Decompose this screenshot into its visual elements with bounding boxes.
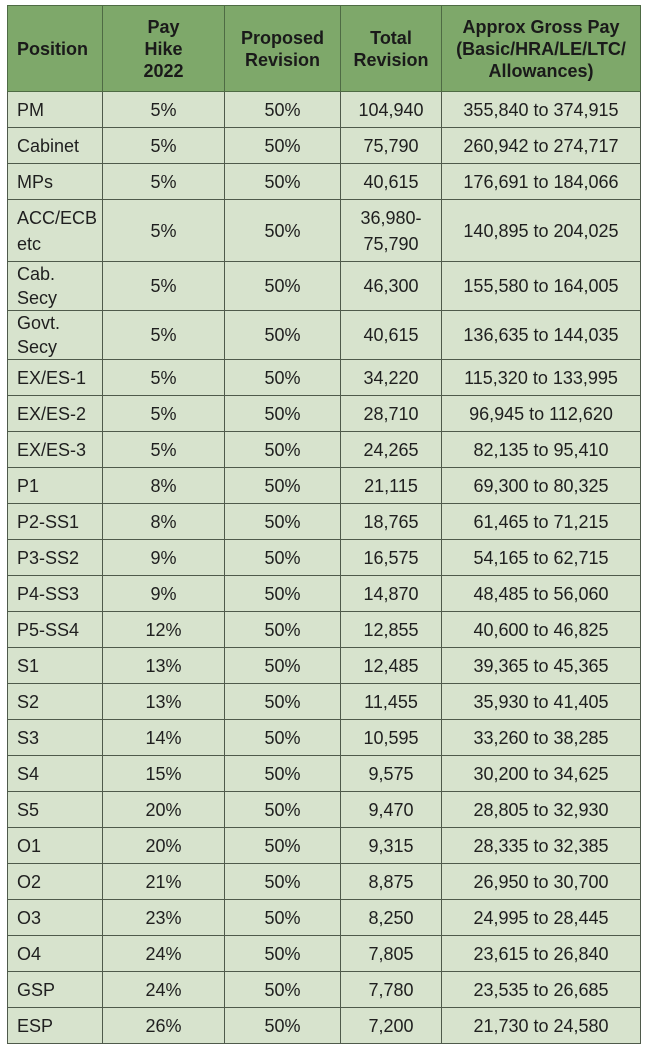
cell-proposed-revision: 50% bbox=[225, 972, 341, 1008]
cell-gross-pay: 355,840 to 374,915 bbox=[442, 92, 641, 128]
cell-position: P1 bbox=[8, 468, 103, 504]
table-row bbox=[8, 972, 641, 1008]
cell-proposed-revision: 50% bbox=[225, 720, 341, 756]
cell-total-revision: 40,615 bbox=[341, 164, 442, 200]
cell-total-revision: 104,940 bbox=[341, 92, 442, 128]
header-line: Allowances) bbox=[488, 60, 594, 81]
cell-pay-hike: 5% bbox=[103, 164, 225, 200]
table-row bbox=[8, 311, 641, 360]
cell-proposed-revision: 50% bbox=[225, 936, 341, 972]
cell-gross-pay: 21,730 to 24,580 bbox=[442, 1008, 641, 1044]
cell-gross-pay: 33,260 to 38,285 bbox=[442, 720, 641, 756]
header-line: Pay bbox=[147, 16, 180, 37]
cell-gross-pay: 26,950 to 30,700 bbox=[442, 864, 641, 900]
pay-table-container bbox=[7, 5, 640, 1044]
header-pay-hike bbox=[103, 6, 225, 92]
cell-line: 75,790 bbox=[363, 233, 419, 254]
cell-total-revision bbox=[341, 200, 442, 262]
header-line: Revision bbox=[244, 49, 321, 70]
table-row bbox=[8, 1008, 641, 1044]
cell-total-revision: 12,855 bbox=[341, 612, 442, 648]
cell-pay-hike: 5% bbox=[103, 311, 225, 360]
cell-pay-hike: 14% bbox=[103, 720, 225, 756]
header-gross-pay bbox=[442, 6, 641, 92]
table-row bbox=[8, 360, 641, 396]
cell-pay-hike: 24% bbox=[103, 972, 225, 1008]
table-row bbox=[8, 540, 641, 576]
cell-proposed-revision: 50% bbox=[225, 612, 341, 648]
table-row bbox=[8, 720, 641, 756]
cell-position: PM bbox=[8, 92, 103, 128]
header-line: Proposed bbox=[240, 27, 324, 48]
table-row bbox=[8, 396, 641, 432]
cell-pay-hike: 8% bbox=[103, 504, 225, 540]
table-row bbox=[8, 164, 641, 200]
cell-gross-pay: 48,485 to 56,060 bbox=[442, 576, 641, 612]
cell-total-revision: 9,575 bbox=[341, 756, 442, 792]
cell-position: P5-SS4 bbox=[8, 612, 103, 648]
cell-total-revision: 8,875 bbox=[341, 864, 442, 900]
header-position-label: Position bbox=[17, 38, 88, 59]
cell-gross-pay: 24,995 to 28,445 bbox=[442, 900, 641, 936]
cell-pay-hike: 5% bbox=[103, 360, 225, 396]
cell-gross-pay: 140,895 to 204,025 bbox=[442, 200, 641, 262]
cell-proposed-revision: 50% bbox=[225, 648, 341, 684]
cell-proposed-revision: 50% bbox=[225, 128, 341, 164]
cell-gross-pay: 35,930 to 41,405 bbox=[442, 684, 641, 720]
cell-proposed-revision: 50% bbox=[225, 828, 341, 864]
cell-pay-hike: 5% bbox=[103, 432, 225, 468]
header-line: Hike bbox=[144, 38, 183, 59]
cell-proposed-revision: 50% bbox=[225, 164, 341, 200]
cell-position: S1 bbox=[8, 648, 103, 684]
table-row bbox=[8, 900, 641, 936]
cell-total-revision: 9,470 bbox=[341, 792, 442, 828]
cell-total-revision: 12,485 bbox=[341, 648, 442, 684]
cell-proposed-revision: 50% bbox=[225, 792, 341, 828]
cell-proposed-revision: 50% bbox=[225, 864, 341, 900]
table-row bbox=[8, 756, 641, 792]
cell-gross-pay: 115,320 to 133,995 bbox=[442, 360, 641, 396]
cell-gross-pay: 61,465 to 71,215 bbox=[442, 504, 641, 540]
table-row bbox=[8, 684, 641, 720]
cell-gross-pay: 28,335 to 32,385 bbox=[442, 828, 641, 864]
cell-proposed-revision: 50% bbox=[225, 200, 341, 262]
cell-total-revision: 9,315 bbox=[341, 828, 442, 864]
table-row bbox=[8, 92, 641, 128]
table-row bbox=[8, 128, 641, 164]
cell-position: MPs bbox=[8, 164, 103, 200]
header-proposed-revision bbox=[225, 6, 341, 92]
cell-gross-pay: 23,615 to 26,840 bbox=[442, 936, 641, 972]
table-row bbox=[8, 262, 641, 311]
cell-pay-hike: 13% bbox=[103, 648, 225, 684]
cell-total-revision: 40,615 bbox=[341, 311, 442, 360]
cell-gross-pay: 30,200 to 34,625 bbox=[442, 756, 641, 792]
cell-proposed-revision: 50% bbox=[225, 262, 341, 311]
cell-total-revision: 24,265 bbox=[341, 432, 442, 468]
cell-gross-pay: 260,942 to 274,717 bbox=[442, 128, 641, 164]
cell-position: S4 bbox=[8, 756, 103, 792]
cell-total-revision: 75,790 bbox=[341, 128, 442, 164]
cell-position: GSP bbox=[8, 972, 103, 1008]
table-row bbox=[8, 792, 641, 828]
cell-pay-hike: 9% bbox=[103, 576, 225, 612]
cell-gross-pay: 82,135 to 95,410 bbox=[442, 432, 641, 468]
cell-total-revision: 7,200 bbox=[341, 1008, 442, 1044]
header-row bbox=[8, 6, 641, 92]
cell-total-revision: 11,455 bbox=[341, 684, 442, 720]
cell-gross-pay: 136,635 to 144,035 bbox=[442, 311, 641, 360]
cell-total-revision: 10,595 bbox=[341, 720, 442, 756]
cell-pay-hike: 5% bbox=[103, 200, 225, 262]
cell-position: ESP bbox=[8, 1008, 103, 1044]
table-row bbox=[8, 828, 641, 864]
cell-pay-hike: 5% bbox=[103, 396, 225, 432]
cell-pay-hike: 26% bbox=[103, 1008, 225, 1044]
cell-pay-hike: 12% bbox=[103, 612, 225, 648]
cell-pay-hike: 5% bbox=[103, 92, 225, 128]
table-row bbox=[8, 864, 641, 900]
cell-total-revision: 8,250 bbox=[341, 900, 442, 936]
cell-total-revision: 16,575 bbox=[341, 540, 442, 576]
cell-position: P4-SS3 bbox=[8, 576, 103, 612]
table-row bbox=[8, 936, 641, 972]
cell-gross-pay: 54,165 to 62,715 bbox=[442, 540, 641, 576]
cell-position: EX/ES-2 bbox=[8, 396, 103, 432]
table-row bbox=[8, 504, 641, 540]
table-row bbox=[8, 200, 641, 262]
cell-proposed-revision: 50% bbox=[225, 900, 341, 936]
cell-proposed-revision: 50% bbox=[225, 684, 341, 720]
cell-position: S2 bbox=[8, 684, 103, 720]
table-row bbox=[8, 576, 641, 612]
cell-line: 36,980- bbox=[360, 207, 422, 228]
header-line: (Basic/HRA/LE/LTC/ bbox=[456, 38, 626, 59]
cell-pay-hike: 9% bbox=[103, 540, 225, 576]
pay-revision-table bbox=[7, 5, 641, 1044]
cell-line: etc bbox=[17, 233, 42, 254]
cell-proposed-revision: 50% bbox=[225, 360, 341, 396]
cell-pay-hike: 24% bbox=[103, 936, 225, 972]
cell-position: P2-SS1 bbox=[8, 504, 103, 540]
header-position bbox=[8, 6, 103, 92]
cell-pay-hike: 13% bbox=[103, 684, 225, 720]
cell-proposed-revision: 50% bbox=[225, 396, 341, 432]
cell-total-revision: 21,115 bbox=[341, 468, 442, 504]
cell-total-revision: 7,780 bbox=[341, 972, 442, 1008]
cell-proposed-revision: 50% bbox=[225, 432, 341, 468]
cell-gross-pay: 40,600 to 46,825 bbox=[442, 612, 641, 648]
cell-total-revision: 46,300 bbox=[341, 262, 442, 311]
cell-gross-pay: 176,691 to 184,066 bbox=[442, 164, 641, 200]
header-line: Approx Gross Pay bbox=[462, 16, 620, 37]
cell-position bbox=[8, 200, 103, 262]
cell-position: S3 bbox=[8, 720, 103, 756]
cell-position: Govt. Secy bbox=[8, 311, 103, 360]
cell-proposed-revision: 50% bbox=[225, 311, 341, 360]
cell-gross-pay: 28,805 to 32,930 bbox=[442, 792, 641, 828]
header-line: Revision bbox=[353, 49, 429, 70]
cell-position: EX/ES-1 bbox=[8, 360, 103, 396]
cell-position: EX/ES-3 bbox=[8, 432, 103, 468]
cell-pay-hike: 5% bbox=[103, 128, 225, 164]
cell-gross-pay: 69,300 to 80,325 bbox=[442, 468, 641, 504]
cell-gross-pay: 96,945 to 112,620 bbox=[442, 396, 641, 432]
cell-pay-hike: 20% bbox=[103, 792, 225, 828]
cell-pay-hike: 8% bbox=[103, 468, 225, 504]
cell-gross-pay: 23,535 to 26,685 bbox=[442, 972, 641, 1008]
cell-proposed-revision: 50% bbox=[225, 504, 341, 540]
cell-total-revision: 7,805 bbox=[341, 936, 442, 972]
cell-gross-pay: 155,580 to 164,005 bbox=[442, 262, 641, 311]
cell-pay-hike: 23% bbox=[103, 900, 225, 936]
cell-pay-hike: 21% bbox=[103, 864, 225, 900]
header-line: Total bbox=[370, 27, 412, 48]
cell-proposed-revision: 50% bbox=[225, 540, 341, 576]
cell-proposed-revision: 50% bbox=[225, 92, 341, 128]
cell-position: S5 bbox=[8, 792, 103, 828]
cell-total-revision: 34,220 bbox=[341, 360, 442, 396]
table-row bbox=[8, 468, 641, 504]
cell-proposed-revision: 50% bbox=[225, 1008, 341, 1044]
cell-proposed-revision: 50% bbox=[225, 756, 341, 792]
table-row bbox=[8, 432, 641, 468]
cell-proposed-revision: 50% bbox=[225, 468, 341, 504]
cell-total-revision: 28,710 bbox=[341, 396, 442, 432]
table-row bbox=[8, 648, 641, 684]
cell-total-revision: 14,870 bbox=[341, 576, 442, 612]
header-total-revision bbox=[341, 6, 442, 92]
cell-total-revision: 18,765 bbox=[341, 504, 442, 540]
cell-gross-pay: 39,365 to 45,365 bbox=[442, 648, 641, 684]
cell-position: O1 bbox=[8, 828, 103, 864]
cell-position: O2 bbox=[8, 864, 103, 900]
cell-position: P3-SS2 bbox=[8, 540, 103, 576]
cell-position: O3 bbox=[8, 900, 103, 936]
cell-proposed-revision: 50% bbox=[225, 576, 341, 612]
cell-pay-hike: 5% bbox=[103, 262, 225, 311]
cell-position: Cab. Secy bbox=[8, 262, 103, 311]
cell-position: O4 bbox=[8, 936, 103, 972]
cell-line: ACC/ECB bbox=[17, 207, 98, 228]
header-line: 2022 bbox=[143, 60, 184, 81]
table-row bbox=[8, 612, 641, 648]
table-body bbox=[8, 92, 641, 1044]
cell-pay-hike: 20% bbox=[103, 828, 225, 864]
cell-position: Cabinet bbox=[8, 128, 103, 164]
cell-pay-hike: 15% bbox=[103, 756, 225, 792]
